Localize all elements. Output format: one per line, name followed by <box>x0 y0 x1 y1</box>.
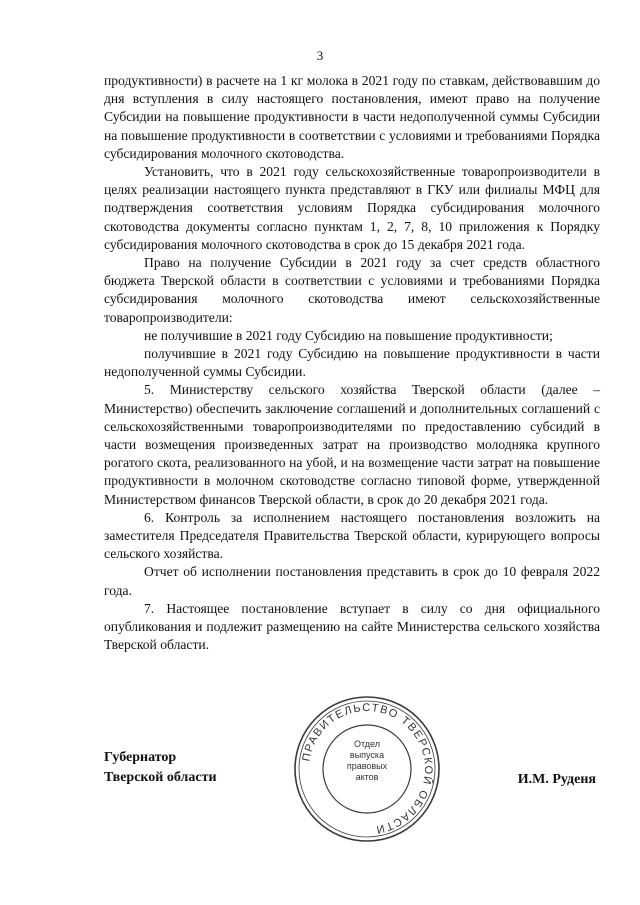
paragraph-list-item-received: получившие в 2021 году Субсидию на повышение продуктивности в части недополученной суммы Субсидии. <box>104 346 600 380</box>
stamp-inner-text: Отдел выпуска правовых актов <box>346 739 388 782</box>
paragraph-item-6: 6. Контроль за исполнением настоящего постановления возложить на заместителя Председателя Правительства Тверской области, курирующего вопросы сельского хозяйства. <box>104 509 600 562</box>
paragraph-list-item-not-received: не получившие в 2021 году Субсидию на повышение продуктивности; <box>144 327 553 343</box>
signer-title-line2: Тверской области <box>104 770 217 785</box>
paragraph-report: Отчет об исполнении постановления представить в срок до 10 февраля 2022 года. <box>104 564 600 598</box>
paragraph-continuation: продуктивности) в расчете на 1 кг молока в 2021 году по ставкам, действовавшим до дня вступления в силу настоящего постановления, имеют право на получение Субсидии на повышение продуктивности в части недополученной суммы Субсидии на повышение продуктивности в соответствии с условиями и требованиями Порядка субсидирования молочного скотоводства. <box>104 73 600 161</box>
document-body <box>104 72 600 655</box>
signature-block <box>104 701 600 862</box>
paragraph-item-5: 5. Министерству сельского хозяйства Тверской области (далее – Министерство) обеспечить заключение соглашений и дополнительных соглашений с сельскохозяйственными товаропроизводителями по предоставлению субсидий в части возмещения произведенных затрат на производство молодняка крупного рогатого скота, реализованного на убой, и на возмещение части затрат на повышение продуктивности в молочном скотоводстве согласно типовой форме, утвержденной Министерством финансов Тверской области, в срок до 20 декабря 2021 года. <box>104 382 600 507</box>
paragraph-establish: Установить, что в 2021 году сельскохозяйственные товаропроизводители в целях реализации настоящего пункта представляют в ГКУ или филиалы МФЦ для подтверждения соответствия условиям Порядка субсидирования молочного скотоводства документы согласно пунктам 1, 2, 7, 8, 10 приложения к Порядку субсидирования молочного скотоводства в срок до 15 декабря 2021 года. <box>104 164 600 252</box>
page-number: 3 <box>316 48 324 63</box>
signer-title-line1: Губернатор <box>104 750 177 765</box>
signer-name: И.М. Руденя <box>517 772 596 787</box>
official-stamp <box>292 694 442 844</box>
stamp-ring-text: ПРАВИТЕЛЬСТВО ТВЕРСКОЙ ОБЛАСТИ <box>300 701 435 836</box>
paragraph-item-7: 7. Настоящее постановление вступает в силу со дня официального опубликования и подлежит размещению на сайте Министерства сельского хозяйства Тверской области. <box>104 600 600 653</box>
paragraph-right-to-subsidy: Право на получение Субсидии в 2021 году за счет средств областного бюджета Тверской области в соответствии с условиями и требованиями Порядка субсидирования молочного скотоводства имеют сельскохозяйственные товаропроизводители: <box>104 255 600 325</box>
signer-title <box>104 748 217 788</box>
